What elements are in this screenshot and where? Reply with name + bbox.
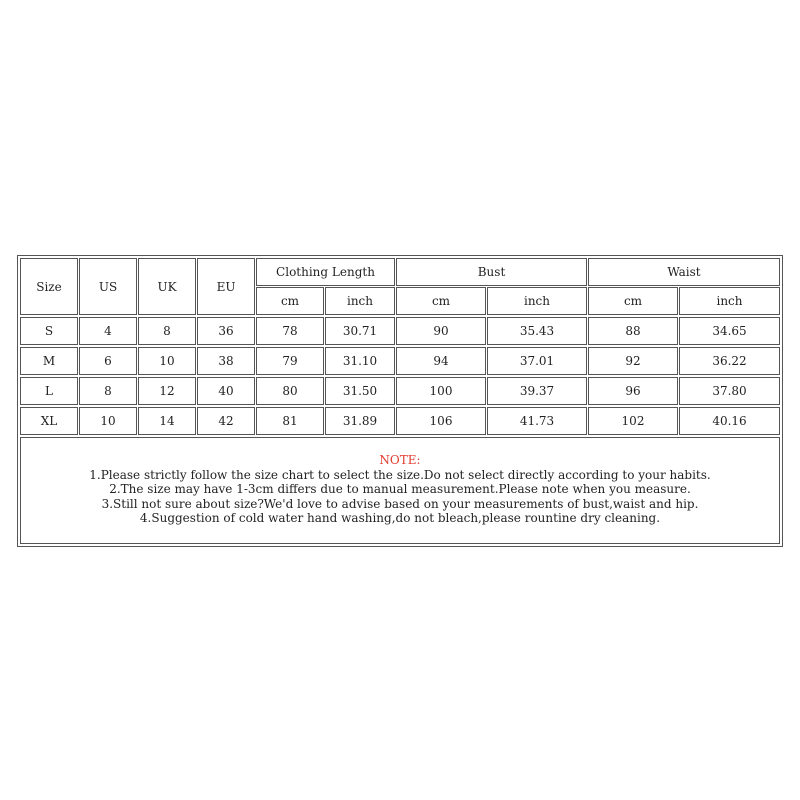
row-m-us: 6 <box>79 347 137 375</box>
row-xl-eu: 42 <box>197 407 255 435</box>
row-m-eu: 38 <box>197 347 255 375</box>
row-l-uk: 12 <box>138 377 196 405</box>
row-l-waist-inch: 37.80 <box>679 377 780 405</box>
header-waist: Waist <box>588 258 780 286</box>
notes-box <box>20 437 780 544</box>
row-m-waist-cm: 92 <box>588 347 678 375</box>
note-line-4: 4.Suggestion of cold water hand washing,do not bleach,please rountine dry cleaning. <box>139 511 661 525</box>
header-us: US <box>79 258 137 315</box>
row-xl-bust-inch: 41.73 <box>487 407 587 435</box>
row-xl-bust-cm: 106 <box>396 407 486 435</box>
header-size: Size <box>20 258 78 315</box>
header-waist-inch: inch <box>679 287 780 315</box>
note-line-1: 1.Please strictly follow the size chart to select the size.Do not select directly according to your habits. <box>89 467 711 482</box>
row-s-eu: 36 <box>197 317 255 345</box>
row-xl-uk: 14 <box>138 407 196 435</box>
row-m-size: M <box>20 347 78 375</box>
row-xl-us: 10 <box>79 407 137 435</box>
row-s-waist-inch: 34.65 <box>679 317 780 345</box>
note-line-2: 2.The size may have 1-3cm differs due to manual measurement.Please note when you measure. <box>109 482 691 496</box>
row-xl-waist-inch: 40.16 <box>679 407 780 435</box>
header-waist-cm: cm <box>588 287 678 315</box>
row-s-us: 4 <box>79 317 137 345</box>
row-xl-size: XL <box>20 407 78 435</box>
row-xl-length-inch: 31.89 <box>325 407 395 435</box>
header-bust-cm: cm <box>396 287 486 315</box>
row-l-eu: 40 <box>197 377 255 405</box>
header-bust-inch: inch <box>487 287 587 315</box>
row-m-waist-inch: 36.22 <box>679 347 780 375</box>
row-l-size: L <box>20 377 78 405</box>
row-xl-length-cm: 81 <box>256 407 324 435</box>
header-bust: Bust <box>396 258 587 286</box>
row-l-waist-cm: 96 <box>588 377 678 405</box>
header-clothing-length: Clothing Length <box>256 258 395 286</box>
row-l-bust-inch: 39.37 <box>487 377 587 405</box>
row-m-uk: 10 <box>138 347 196 375</box>
header-length-cm: cm <box>256 287 324 315</box>
header-uk: UK <box>138 258 196 315</box>
row-s-bust-inch: 35.43 <box>487 317 587 345</box>
header-eu: EU <box>197 258 255 315</box>
row-m-length-cm: 79 <box>256 347 324 375</box>
row-s-bust-cm: 90 <box>396 317 486 345</box>
row-s-uk: 8 <box>138 317 196 345</box>
row-s-waist-cm: 88 <box>588 317 678 345</box>
header-length-inch: inch <box>325 287 395 315</box>
note-title: NOTE: <box>379 453 421 467</box>
row-l-us: 8 <box>79 377 137 405</box>
note-line-3: 3.Still not sure about size?We'd love to advise based on your measurements of bust,waist and hip. <box>101 496 699 511</box>
size-chart-table <box>17 255 783 547</box>
row-s-size: S <box>20 317 78 345</box>
row-l-bust-cm: 100 <box>396 377 486 405</box>
row-m-length-inch: 31.10 <box>325 347 395 375</box>
row-m-bust-inch: 37.01 <box>487 347 587 375</box>
row-l-length-inch: 31.50 <box>325 377 395 405</box>
row-xl-waist-cm: 102 <box>588 407 678 435</box>
row-s-length-cm: 78 <box>256 317 324 345</box>
row-m-bust-cm: 94 <box>396 347 486 375</box>
row-s-length-inch: 30.71 <box>325 317 395 345</box>
row-l-length-cm: 80 <box>256 377 324 405</box>
